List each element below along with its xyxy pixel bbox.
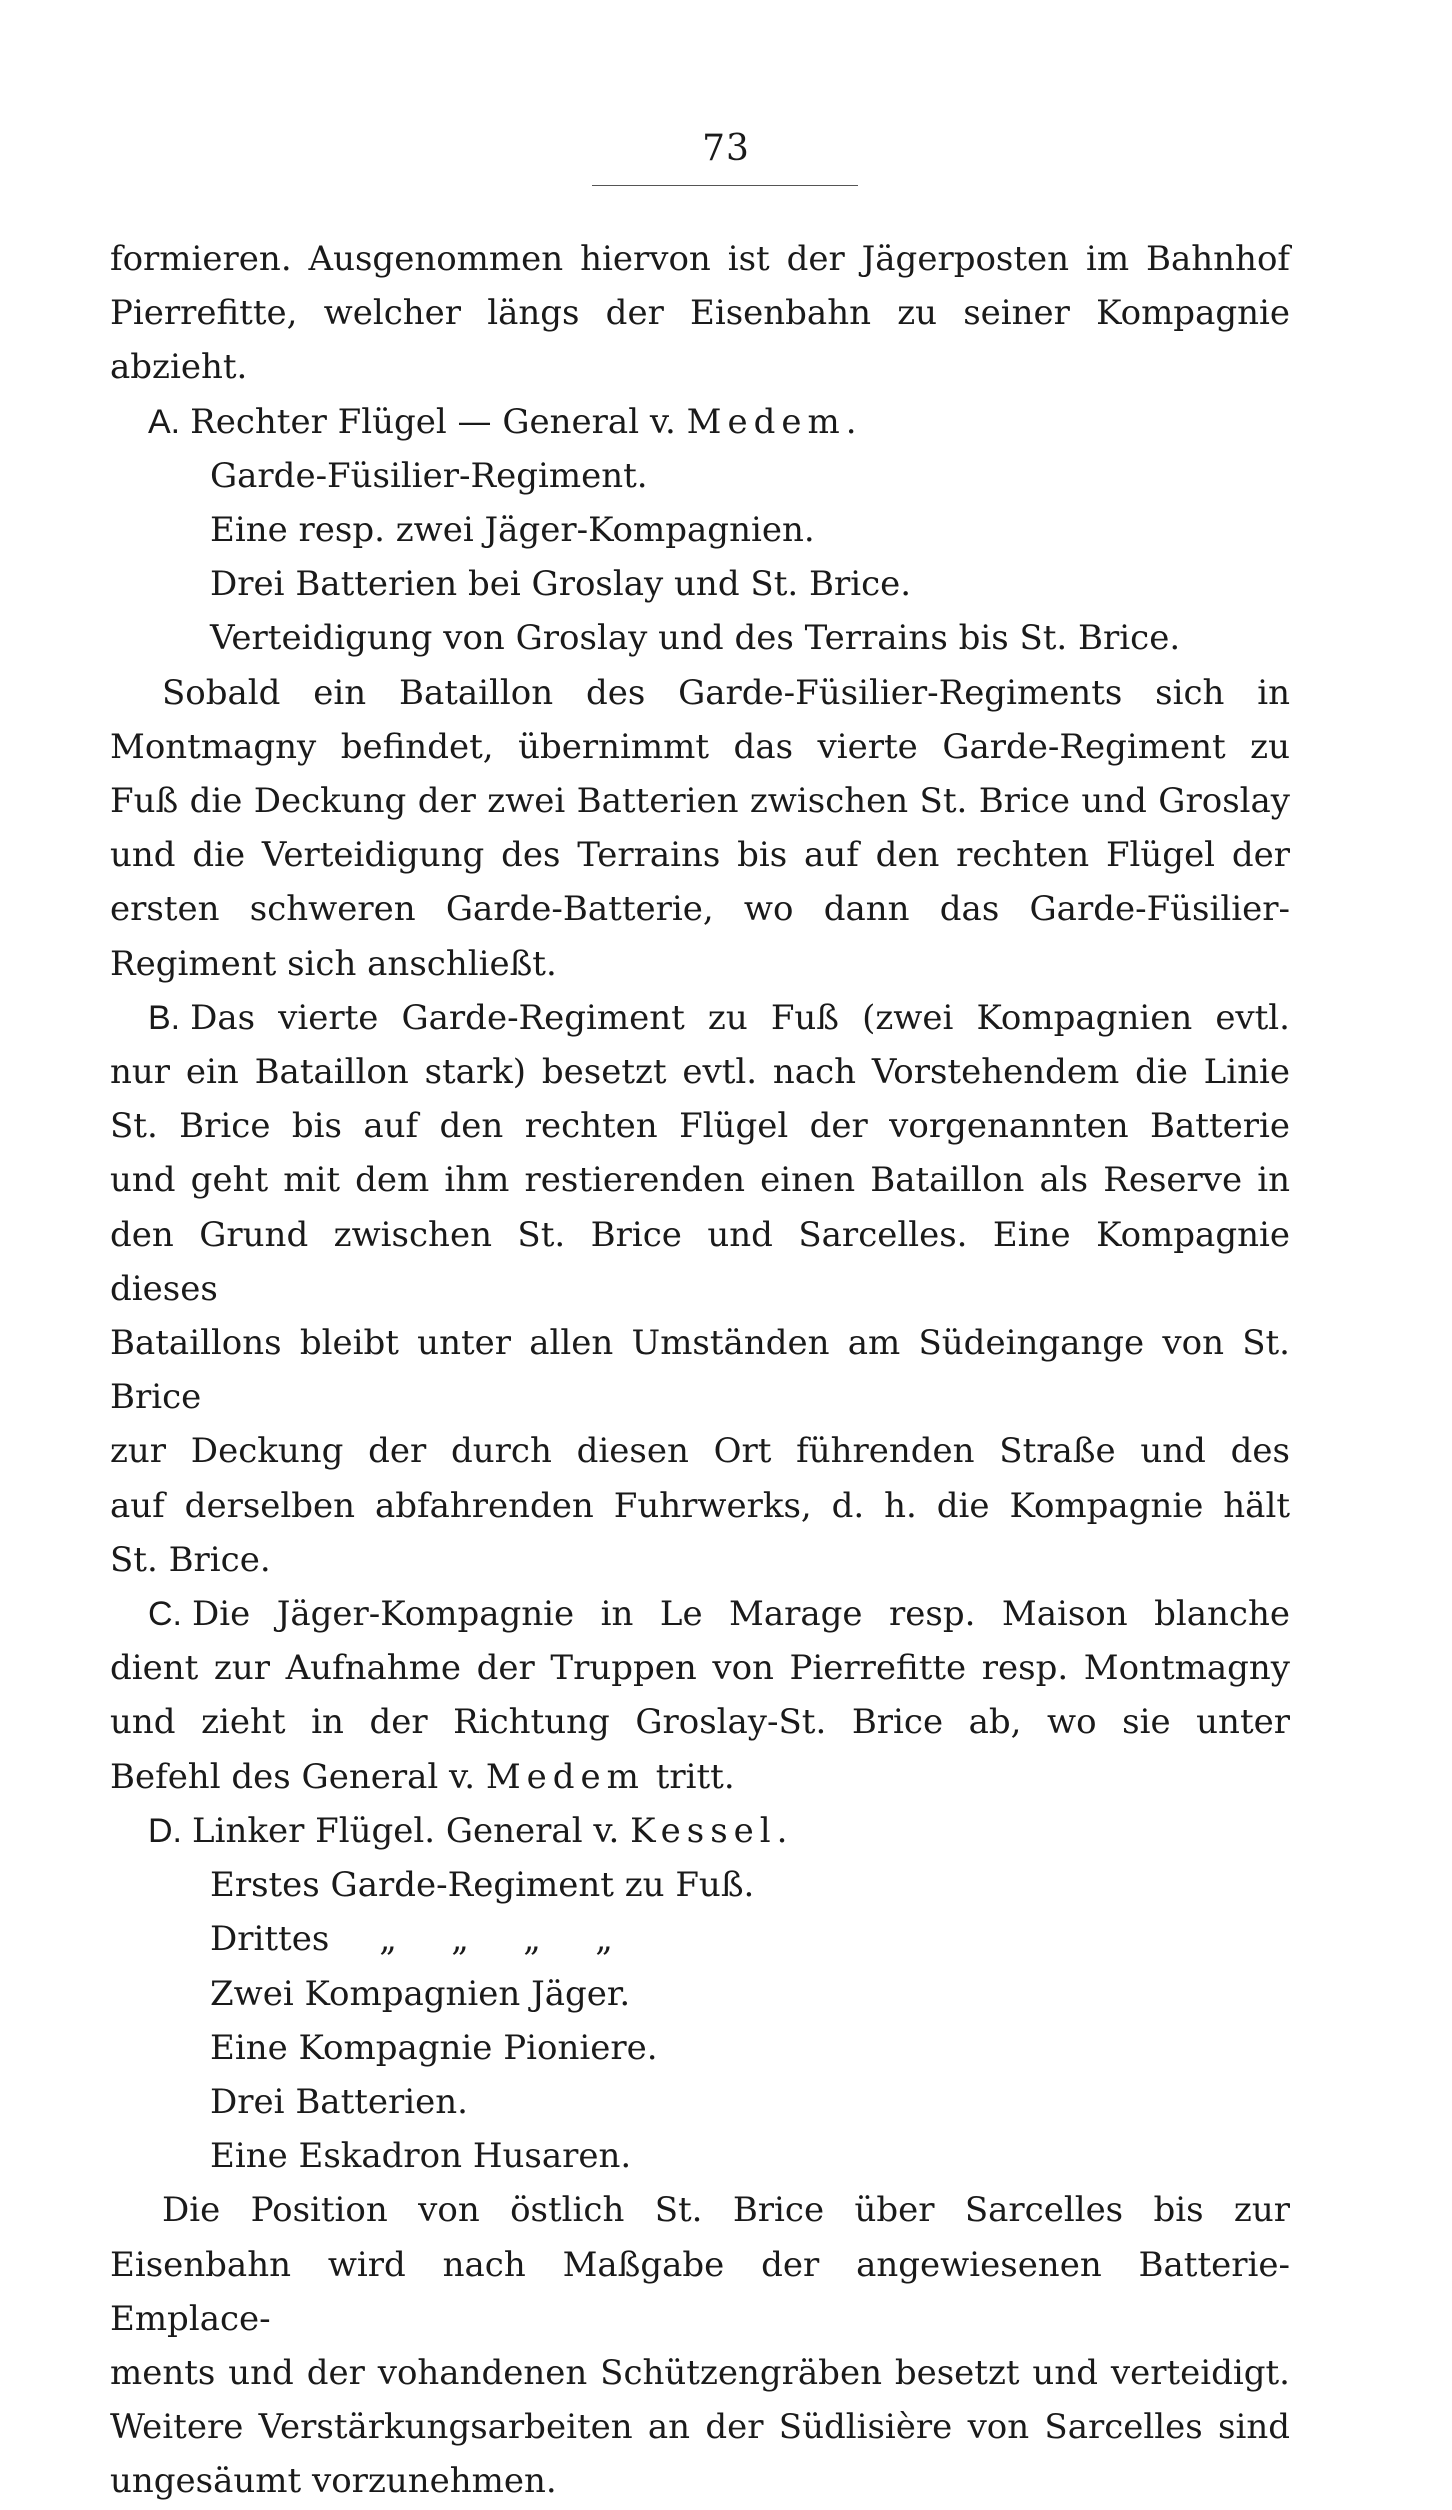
section-text: Die Jäger-Kompagnie in Le Marage resp. Maison blanche (192, 1594, 1290, 1635)
text-line: ungesäumt vorzunehmen. (110, 2461, 557, 2502)
text-line: St. Brice. (110, 1539, 271, 1580)
text-fragment: tritt. (655, 1756, 735, 1797)
text-line: Montmagny befindet, übernimmt das vierte Garde-Regiment zu (110, 726, 1290, 767)
section-label: C. (148, 1595, 182, 1634)
page-body (110, 232, 1290, 2509)
header-rule (592, 185, 858, 186)
text-line: formieren. Ausgenommen hiervon ist der Jägerposten im Bahnhof (110, 239, 1290, 279)
section-title: Linker Flügel. General v. (192, 1810, 620, 1851)
list-item: Eine resp. zwei Jäger-Kompagnien. (210, 510, 815, 551)
list-item: Eine Eskadron Husaren. (210, 2136, 632, 2177)
page-number: 73 (702, 128, 750, 169)
list-item: Drei Batterien. (210, 2081, 468, 2122)
list-item: Drei Batterien bei Groslay und St. Brice. (210, 564, 912, 605)
section-title: Rechter Flügel — General v. (190, 401, 676, 442)
section-a-heading (110, 395, 1290, 449)
text-line: abzieht. (110, 347, 248, 388)
text-fragment: Befehl des General v. (110, 1756, 476, 1797)
section-b-line (110, 991, 1290, 1045)
text-line: Weitere Verstärkungsarbeiten an der Südlisière von Sarcelles sind (110, 2407, 1290, 2448)
text-line: auf derselben abfahrenden Fuhrwerks, d. h. die Kompagnie hält (110, 1485, 1290, 1526)
text-line (110, 1750, 1290, 1804)
ditto-mark: „ (451, 1919, 469, 1960)
text-line: dient zur Aufnahme der Truppen von Pierrefitte resp. Montmagny (110, 1648, 1290, 1689)
general-name: Medem. (686, 401, 863, 442)
text-line: und geht mit dem ihm restierenden einen Bataillon als Reserve in (110, 1160, 1290, 1201)
list-item: Garde-Füsilier-Regiment. (210, 455, 648, 496)
general-name: Kessel. (630, 1810, 794, 1851)
text-fragment: Drittes (210, 1919, 330, 1960)
section-c-line (110, 1587, 1290, 1641)
ditto-mark: „ (523, 1919, 541, 1960)
list-item: Verteidigung von Groslay und des Terrains bis St. Brice. (210, 618, 1181, 659)
section-label: D. (148, 1811, 182, 1850)
ditto-mark: „ (595, 1919, 613, 1960)
text-line: zur Deckung der durch diesen Ort führenden Straße und des (110, 1431, 1290, 1472)
section-text: Das vierte Garde-Regiment zu Fuß (zwei Kompagnien evtl. (190, 997, 1290, 1038)
text-line: Eisenbahn wird nach Maßgabe der angewiesenen Batterie-Emplace- (110, 2244, 1290, 2339)
list-item (110, 1912, 1290, 1966)
text-line: und zieht in der Richtung Groslay-St. Brice ab, wo sie unter (110, 1702, 1290, 1743)
section-label: B. (148, 998, 181, 1037)
text-line: nur ein Bataillon stark) besetzt evtl. nach Vorstehendem die Linie (110, 1052, 1290, 1093)
text-line: Fuß die Deckung der zwei Batterien zwischen St. Brice und Groslay (110, 781, 1290, 822)
list-item: Eine Kompagnie Pioniere. (210, 2027, 658, 2068)
ditto-mark: „ (379, 1919, 397, 1960)
text-line: Sobald ein Bataillon des Garde-Füsilier-Regiments sich in (162, 672, 1290, 713)
text-line: ments und der vohandenen Schützengräben besetzt und verteidigt. (110, 2352, 1290, 2393)
text-line: ersten schweren Garde-Batterie, wo dann das Garde-Füsilier- (110, 889, 1290, 930)
ditto-marks (379, 1912, 667, 1966)
text-line: den Grund zwischen St. Brice und Sarcelles. Eine Kompagnie dieses (110, 1214, 1290, 1309)
general-name: Medem (485, 1756, 645, 1797)
list-item: Erstes Garde-Regiment zu Fuß. (210, 1865, 755, 1906)
section-label: A. (148, 402, 181, 441)
text-line: und die Verteidigung des Terrains bis auf den rechten Flügel der (110, 835, 1290, 876)
text-line: Die Position von östlich St. Brice über Sarcelles bis zur (162, 2190, 1290, 2231)
section-d-heading (110, 1804, 1290, 1858)
text-line: Bataillons bleibt unter allen Umständen am Südeingange von St. Brice (110, 1323, 1290, 1418)
list-item: Zwei Kompagnien Jäger. (210, 1973, 631, 2014)
text-line: Pierrefitte, welcher längs der Eisenbahn zu seiner Kompagnie (110, 293, 1290, 334)
text-line: St. Brice bis auf den rechten Flügel der vorgenannten Batterie (110, 1106, 1290, 1147)
text-line: Regiment sich anschließt. (110, 943, 557, 984)
